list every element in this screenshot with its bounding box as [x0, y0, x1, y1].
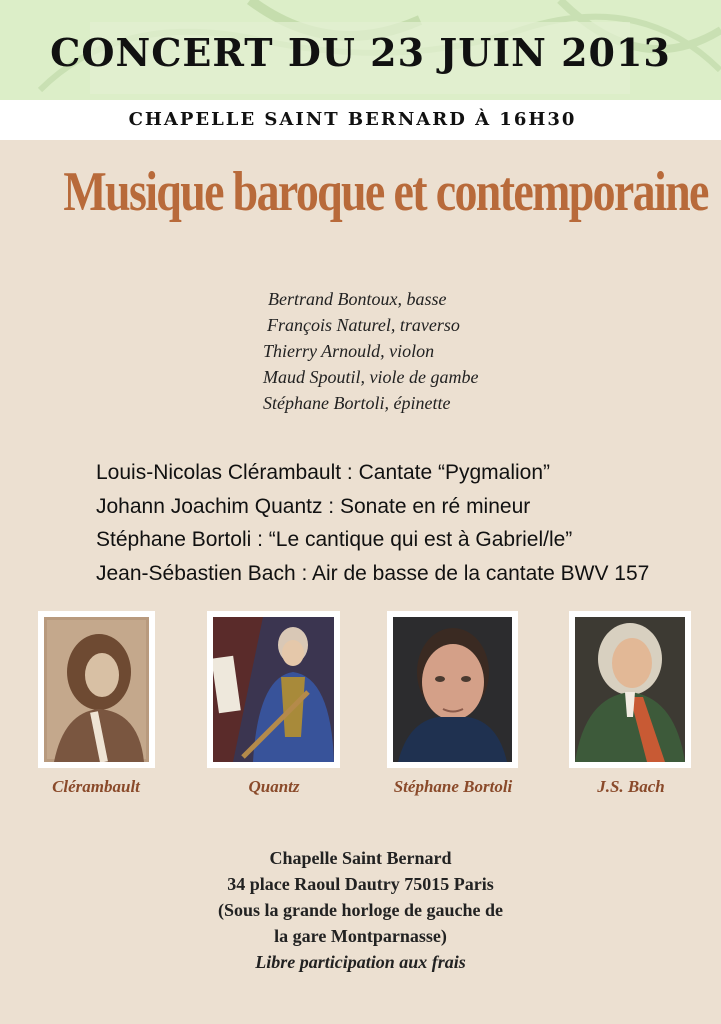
program-headline: Musique baroque et contemporaine [63, 161, 708, 223]
performer-item: François Naturel, traverso [267, 315, 460, 335]
concert-title: CONCERT DU 23 JUIN 2013 [50, 30, 671, 75]
performer-item: Bertrand Bontoux, basse [268, 289, 447, 309]
portrait-caption: Stéphane Bortoli [393, 777, 513, 796]
performers-list [263, 286, 478, 416]
portrait-caption: Clérambault [52, 777, 140, 796]
performer-item: Maud Spoutil, viole de gambe [263, 367, 479, 387]
clerambault-portrait [38, 611, 155, 768]
program-item: Johann Joachim Quantz : Sonate en ré mineur [96, 494, 531, 518]
program-item: Jean-Sébastien Bach : Air de basse de la cantate BWV 157 [96, 561, 650, 585]
performer-item: Thierry Arnould, violon [263, 341, 435, 361]
venue-time-subtitle: CHAPELLE SAINT BERNARD À 16H30 [128, 109, 577, 130]
performer-item: Stéphane Bortoli, épinette [263, 393, 451, 413]
portrait-caption: Quantz [248, 777, 300, 796]
venue-note: la gare Montparnasse) [274, 926, 447, 946]
venue-name: Chapelle Saint Bernard [269, 848, 452, 868]
venue-note: (Sous la grande horloge de gauche de [217, 900, 503, 920]
venue-street: 34 place Raoul Dautry 75015 Paris [227, 874, 494, 894]
bach-portrait [569, 611, 691, 768]
portrait-caption: J.S. Bach [597, 777, 665, 796]
bortoli-portrait [387, 611, 518, 768]
venue-address [0, 845, 721, 975]
program-item: Louis-Nicolas Clérambault : Cantate “Pygmalion” [96, 461, 551, 484]
program-list [96, 456, 649, 590]
participation-note: Libre participation aux frais [255, 952, 466, 972]
quantz-portrait [207, 611, 340, 768]
program-item: Stéphane Bortoli : “Le cantique qui est à Gabriel/le” [96, 528, 573, 551]
